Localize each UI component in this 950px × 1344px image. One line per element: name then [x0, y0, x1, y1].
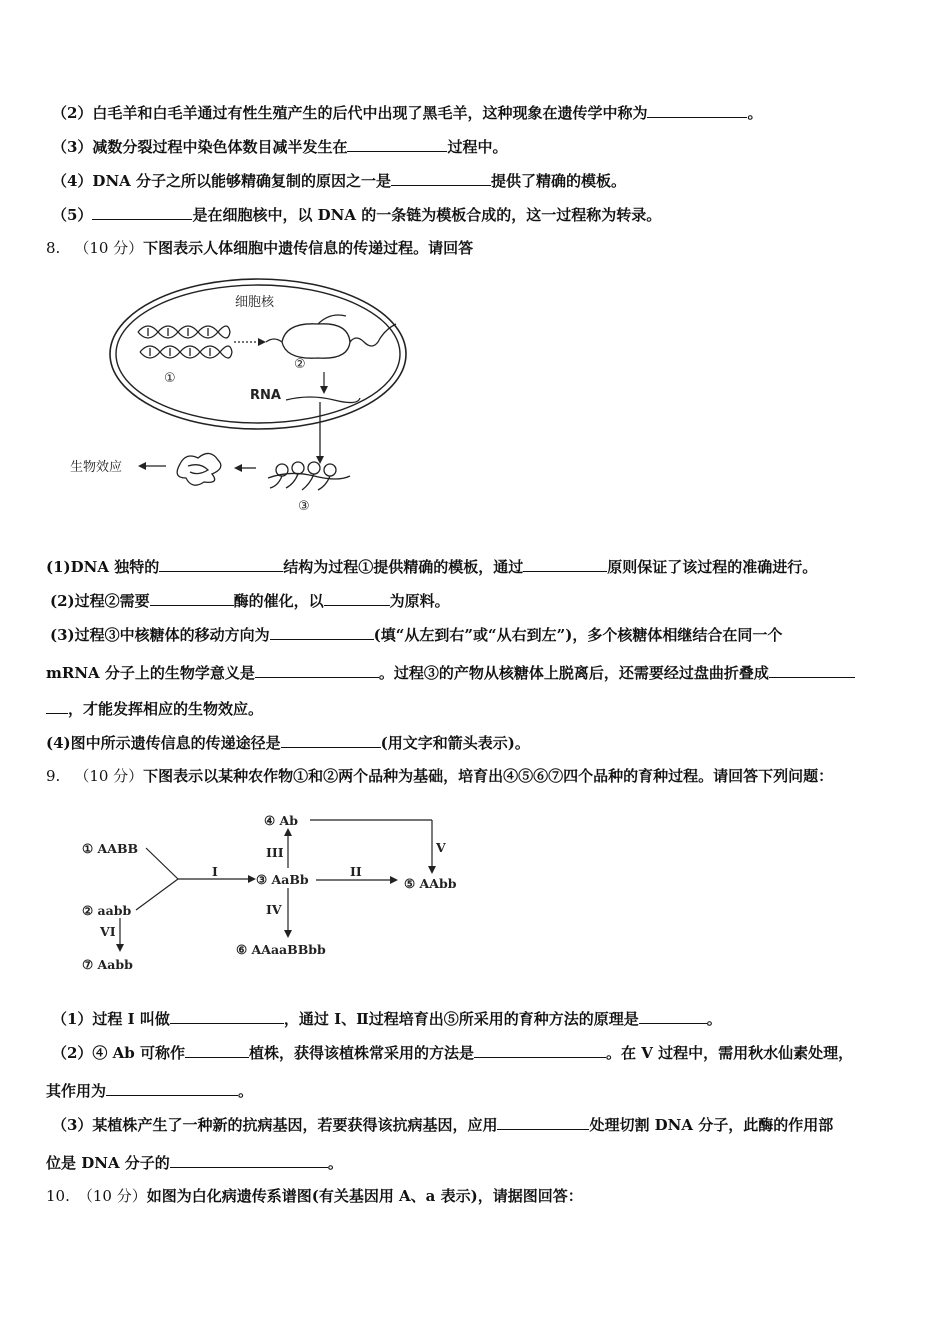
q7-part2: （2）白毛羊和白毛羊通过有性生殖产生的后代中出现了黑毛羊，这种现象在遗传学中称为 。 — [52, 104, 763, 122]
transcription-bubble — [266, 315, 396, 358]
variety-7: ⑦ Aabb — [82, 957, 133, 972]
marker-2: ② — [294, 357, 306, 372]
process-2: II — [350, 864, 362, 879]
process-3: III — [266, 845, 284, 860]
variety-5: ⑤ AAbb — [404, 876, 457, 891]
process-4: IV — [266, 902, 282, 917]
q9-part3: （3）某植株产生了一种新的抗病基因，若要获得该抗病基因，应用 处理切割 DNA 分子，此酶的作用部 — [52, 1116, 834, 1134]
marker-1: ① — [164, 371, 176, 386]
variety-4: ④ Ab — [264, 813, 298, 828]
q9-part2-line2: 其作用为 。 — [46, 1082, 254, 1100]
answer-blank[interactable] — [474, 1042, 606, 1058]
answer-blank[interactable] — [324, 590, 390, 606]
arrow-head — [138, 462, 146, 470]
answer-blank[interactable] — [647, 102, 747, 118]
answer-blank[interactable] — [497, 1114, 589, 1130]
answer-blank[interactable] — [270, 624, 374, 640]
q10-header: 10. （10 分）如图为白化病遗传系谱图(有关基因用 A、a 表示)，请据图回答： — [46, 1187, 583, 1205]
answer-blank[interactable] — [281, 732, 381, 748]
q9-part3-line2: 位是 DNA 分子的 。 — [46, 1154, 343, 1172]
breeding-diagram — [70, 806, 490, 978]
answer-blank[interactable] — [92, 204, 192, 220]
q8-part4: (4)图中所示遗传信息的传递途径是 (用文字和箭头表示)。 — [46, 734, 530, 752]
variety-3: ③ AaBb — [256, 872, 309, 887]
answer-blank[interactable] — [769, 662, 855, 678]
process-6: VI — [100, 924, 116, 939]
q8-part3-line2: mRNA 分子上的生物学意义是 。过程③的产物从核糖体上脱离后，还需要经过盘曲折叠成 — [46, 662, 855, 683]
q9-part1: （1）过程 I 叫做 ，通过 I、Ⅱ过程培育出⑤所采用的育种方法的原理是 。 — [52, 1010, 722, 1028]
answer-blank[interactable] — [170, 1152, 328, 1168]
marker-3: ③ — [298, 499, 310, 514]
answer-blank[interactable] — [170, 1008, 284, 1024]
answer-blank[interactable] — [523, 556, 607, 572]
answer-blank[interactable] — [347, 136, 447, 152]
effect-label: 生物效应 — [70, 460, 123, 475]
answer-blank[interactable] — [185, 1042, 249, 1058]
answer-blank[interactable] — [639, 1008, 707, 1024]
folded-protein — [177, 453, 221, 485]
answer-blank[interactable] — [150, 590, 234, 606]
rna-strand — [286, 397, 360, 403]
q8-part1: (1)DNA 独特的 结构为过程①提供精确的模板，通过 原则保证了该过程的准确进行。 — [46, 558, 818, 576]
q7-part5: （5） 是在细胞核中，以 DNA 的一条链为模板合成的，这一过程称为转录。 — [52, 206, 662, 224]
q7-part4: （4）DNA 分子之所以能够精确复制的原因之一是 提供了精确的模板。 — [52, 172, 627, 190]
q8-part3: (3)过程③中核糖体的移动方向为 (填“从左到右”或“从右到左”)，多个核糖体相继结合在同一个 — [50, 626, 783, 644]
q8-part3-line3: ，才能发挥相应的生物效应。 — [46, 698, 263, 719]
process-5: V — [436, 840, 446, 855]
q7-part3: （3）减数分裂过程中染色体数目减半发生在 过程中。 — [52, 138, 508, 156]
answer-blank[interactable] — [46, 698, 68, 714]
polyribosome — [268, 462, 350, 490]
variety-1: ① AABB — [82, 841, 139, 856]
arrow-head — [234, 464, 242, 472]
answer-blank[interactable] — [391, 170, 491, 186]
q8-header: 8. （10 分）下图表示人体细胞中遗传信息的传递过程。请回答 — [46, 239, 474, 257]
q8-part2: (2)过程②需要 酶的催化，以 为原料。 — [50, 592, 450, 610]
arrow-head — [258, 338, 266, 346]
q9-header: 9. （10 分）下图表示以某种农作物①和②两个品种为基础，培育出④⑤⑥⑦四个品种的育种过程。请回答下列问题： — [46, 767, 834, 785]
answer-blank[interactable] — [106, 1080, 238, 1096]
arrow-head — [320, 386, 328, 394]
gene-expression-figure — [60, 272, 420, 522]
process-1: I — [212, 864, 218, 879]
rna-label: RNA — [250, 388, 281, 403]
dna-double-helix — [138, 326, 232, 358]
q9-part2: （2）④ Ab 可称作 植株，获得该植株常采用的方法是 。在 V 过程中，需用秋水仙素处理， — [52, 1044, 854, 1062]
variety-2: ② aabb — [82, 903, 132, 918]
variety-6: ⑥ AAaaBBbb — [236, 942, 326, 957]
answer-blank[interactable] — [159, 556, 283, 572]
answer-blank[interactable] — [255, 662, 379, 678]
nucleus-label: 细胞核 — [235, 295, 275, 310]
